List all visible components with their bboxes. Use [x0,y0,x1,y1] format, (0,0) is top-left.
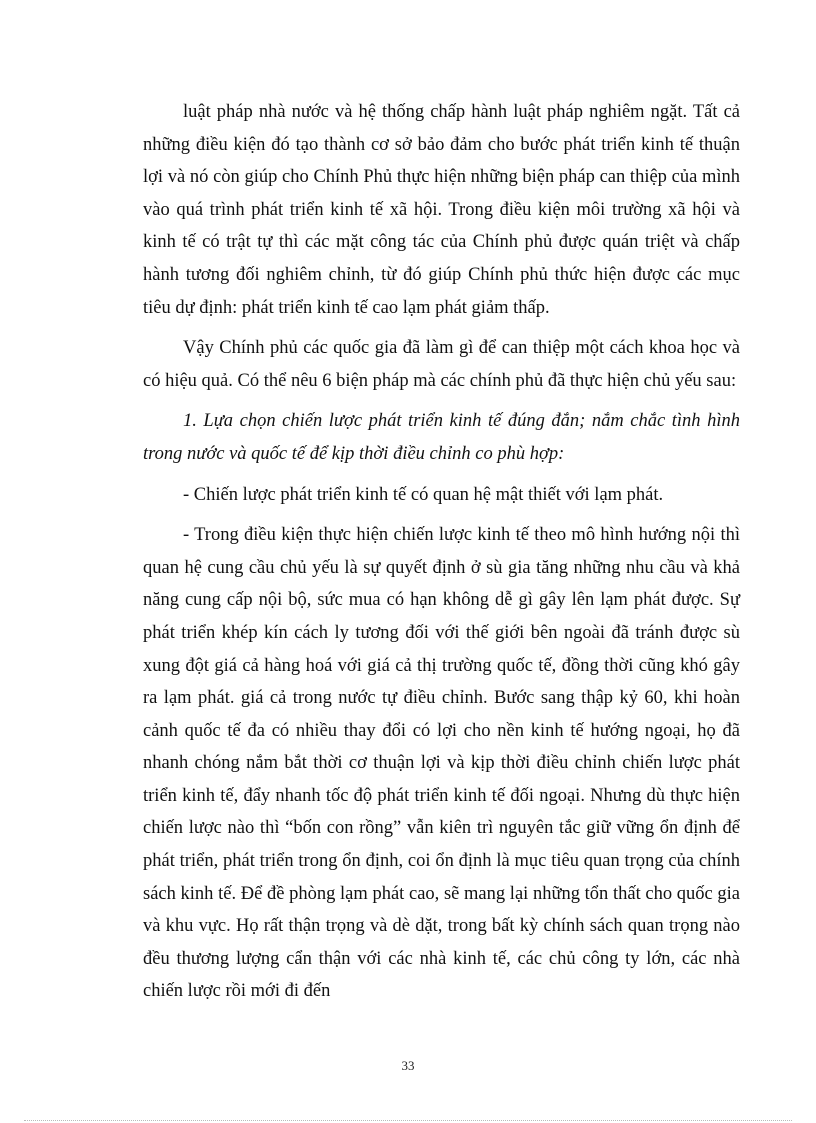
paragraph-continuation: luật pháp nhà nước và hệ thống chấp hành luật pháp nghiêm ngặt. Tất cả những điều kiện đó tạo thành cơ sở bảo đảm cho bước phát triển kinh tế thuận lợi và nó còn giúp cho Chính Phủ thực hiện những biện pháp can thiệp của mình vào quá trình phát triển kinh tế xã hội. Trong điều kiện môi trường xã hội và kinh tế có trật tự thì các mặt công tác của Chính phủ được quán triệt và chấp hành tương đối nghiêm chỉnh, từ đó giúp Chính phủ thức hiện được các mục tiêu dự định: phát triển kinh tế cao lạm phát giảm thấp. [143,102,740,318]
paragraph-intro: Vậy Chính phủ các quốc gia đã làm gì để can thiệp một cách khoa học và có hiệu quả. Có thể nêu 6 biện pháp mà các chính phủ đã thực hiện chủ yếu sau: [143,338,740,391]
body-text [143,96,740,1016]
bullet-item: - Trong điều kiện thực hiện chiến lược kinh tế theo mô hình hướng nội thì quan hệ cung cầu chủ yếu là sự quyết định ở sù gia tăng những nhu cầu và khả năng cung cấp nội bộ, sức mua có hạn không dễ gì gây lên lạm phát được. Sự phát triển khép kín cách ly tương đối với thế giới bên ngoài đã tránh được sù xung đột giá cả hàng hoá với giá cả thị trường quốc tế, đồng thời cũng khó gây ra lạm phát. giá cả trong nước tự điều chỉnh. Bước sang thập kỷ 60, khi hoàn cảnh quốc tế đa có nhiều thay đổi có lợi cho nền kinh tế hướng ngoại, họ đã nhanh chóng nắm bắt thời cơ thuận lợi và kịp thời điều chỉnh chiến lược phát triển kinh tế, đẩy nhanh tốc độ phát triển kinh tế đối ngoại. Nhưng dù thực hiện chiến lược nào thì “bốn con rồng” vẫn kiên trì nguyên tắc giữ vững ổn định để phát triển, phát triển trong ổn định, coi ổn định là mục tiêu quan trọng của chính sách kinh tế. Để đề phòng lạm phát cao, sẽ mang lại những tổn thất cho quốc gia và khu vực. Họ rất thận trọng và dè dặt, trong bất kỳ chính sách quan trọng nào đều thương lượng cẩn thận với các nhà kinh tế, các chủ công ty lớn, các nhà chiến lược rồi mới đi đến [143,525,740,1002]
section-heading: 1. Lựa chọn chiến lược phát triển kinh tế đúng đắn; nắm chắc tình hình trong nước và quốc tế để kịp thời điều chỉnh co phù hợp: [143,411,740,464]
bottom-divider [24,1120,792,1121]
bullet-item: - Chiến lược phát triển kinh tế có quan hệ mật thiết với lạm phát. [183,484,664,505]
page-number: 33 [401,1058,415,1073]
